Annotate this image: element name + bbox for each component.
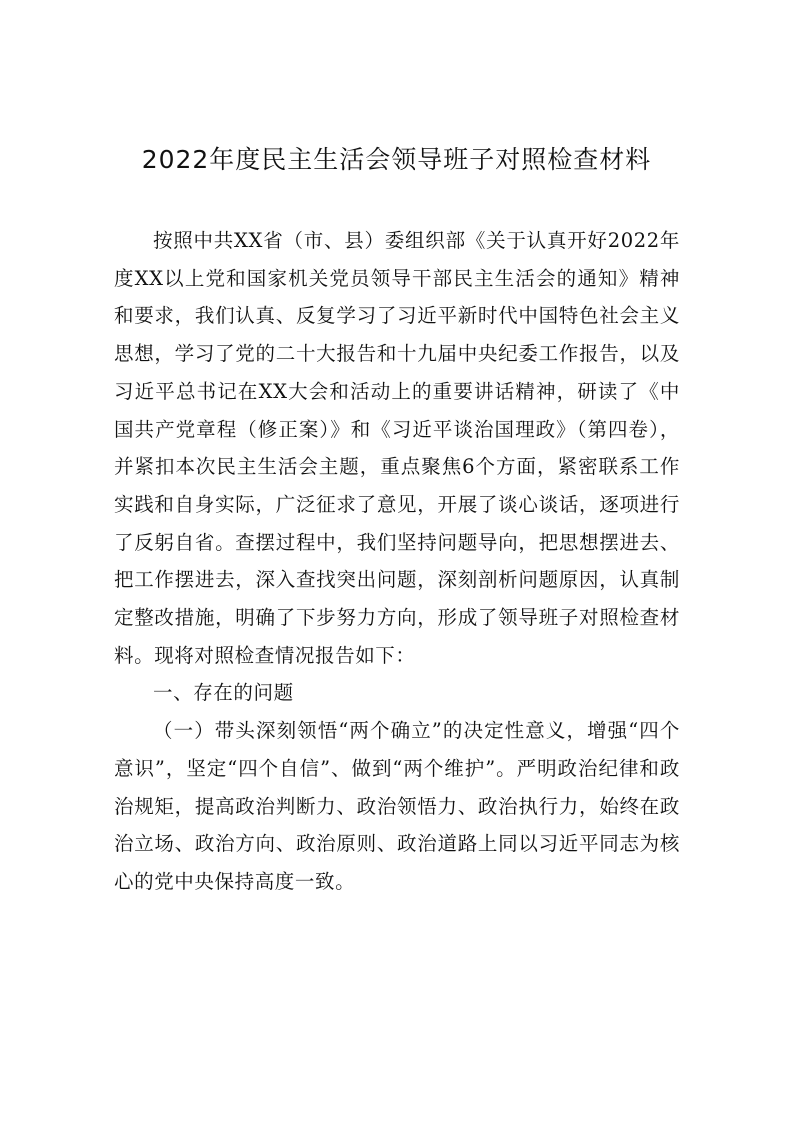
document-body <box>114 222 680 901</box>
document-title: 2022年度民主生活会领导班子对照检查材料 <box>141 145 652 174</box>
intro-paragraph: 按照中共XX省（市、县）委组织部《关于认真开好2022年度XX以上党和国家机关党员领导干部民主生活会的通知》精神和要求，我们认真、反复学习了习近平新时代中国特色社会主义思想，学习了党的二十大报告和十九届中央纪委工作报告，以及习近平总书记在XX大会和活动上的重要讲话精神，研读了《中国共产党章程（修正案）》和《习近平谈治国理政》（第四卷），并紧扣本次民主生活会主题，重点聚焦6个方面，紧密联系工作实践和自身实际，广泛征求了意见，开展了谈心谈话，逐项进行了反躬自省。查摆过程中，我们坚持问题导向，把思想摆进去、把工作摆进去，深入查找突出问题，深刻剖析问题原因，认真制定整改措施，明确了下步努力方向，形成了领导班子对照检查材料。现将对照检查情况报告如下： <box>114 229 680 667</box>
section-heading: 一、存在的问题 <box>153 681 294 705</box>
section-paragraph: （一）带头深刻领悟“两个确立”的决定性意义，增强“四个意识”，坚定“四个自信”、做到“两个维护”。严明政治纪律和政治规矩，提高政治判断力、政治领悟力、政治执行力，始终在政治立场、政治方向、政治原则、政治道路上同以习近平同志为核心的党中央保持高度一致。 <box>114 719 680 893</box>
